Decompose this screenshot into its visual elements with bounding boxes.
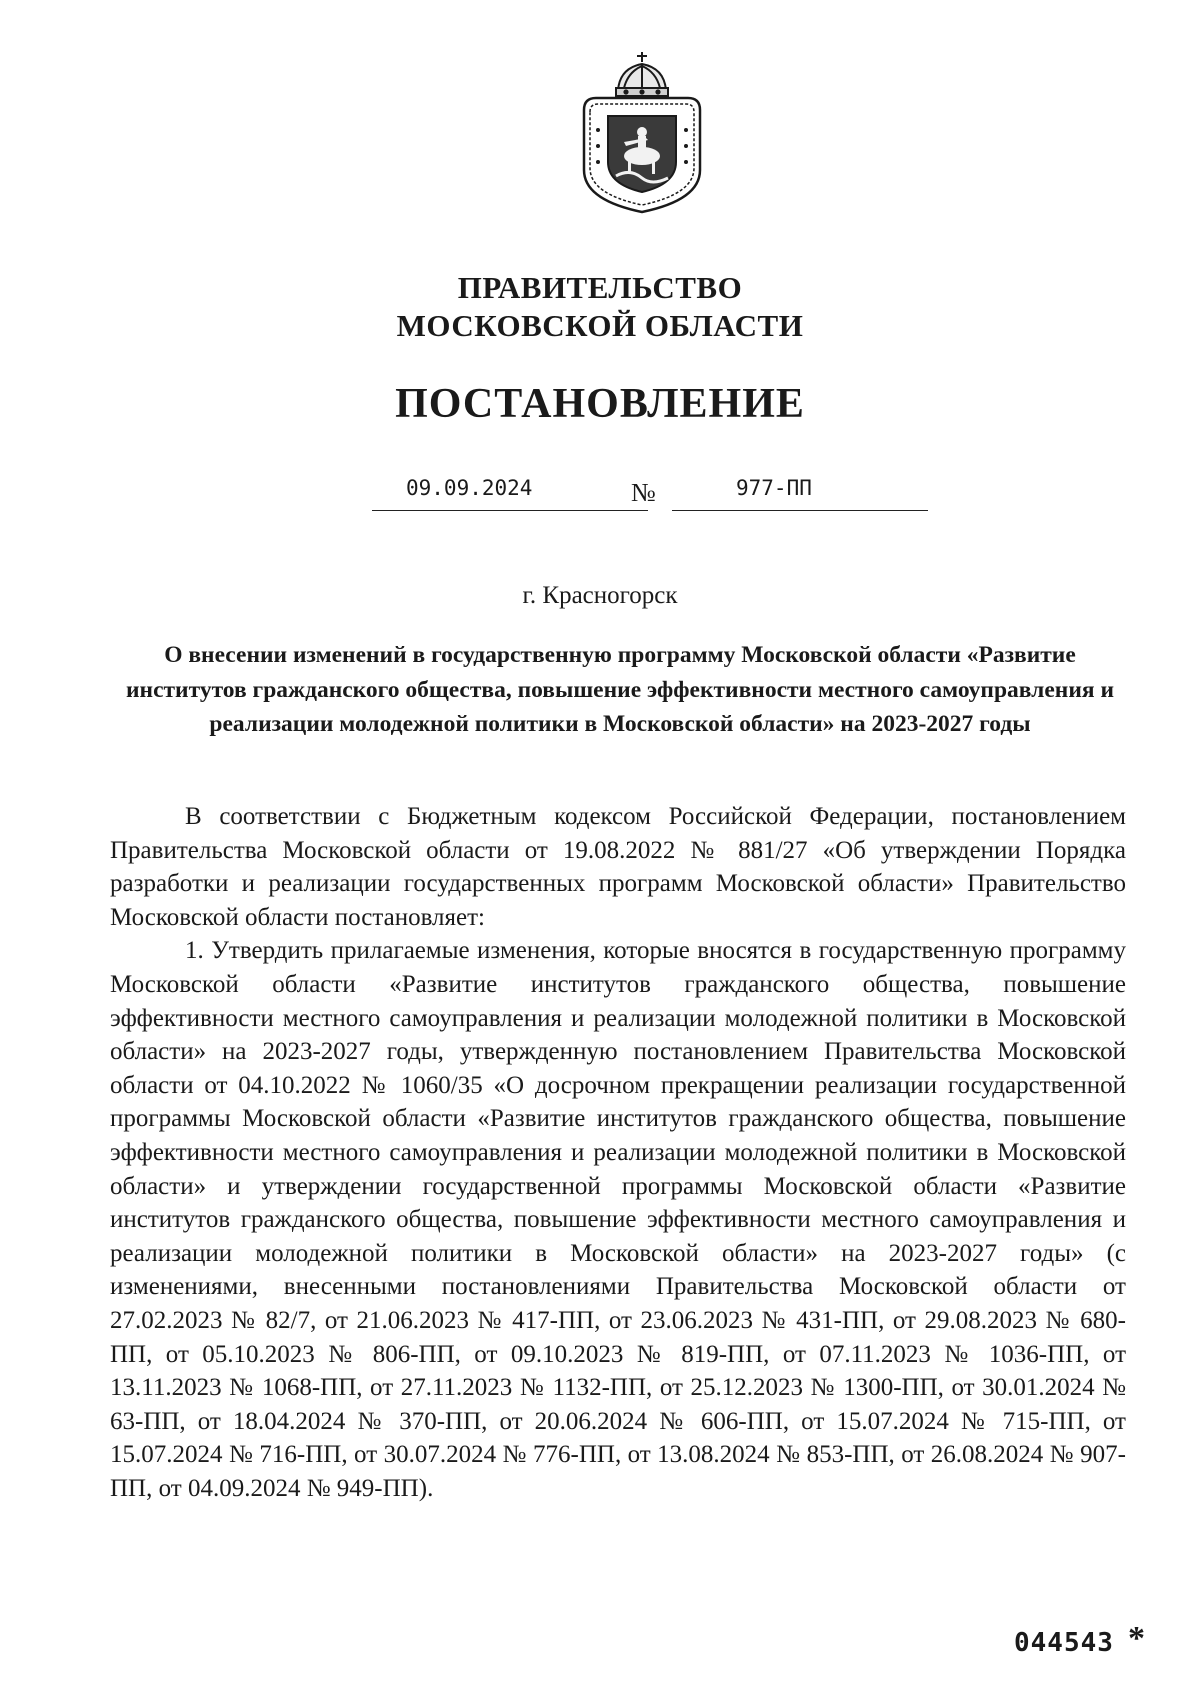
date-field xyxy=(372,470,648,511)
body-paragraph: 1. Утвердить прилагаемые изменения, которые вносятся в государственную программу Московской области «Развитие институтов гражданского общества, повышение эффективности местного самоуправления и реализации молодежной политики в Московской области» на 2023-2027 годы, утвержденную постановлением Правительства Московской области от 04.10.2022 № 1060/35 «О досрочном прекращении реализации государственной программы Московской области «Развитие институтов гражданского общества, повышение эффективности местного самоуправления и реализации молодежной политики в Московской области» и утверждении государственной программы Московской области «Развитие институтов гражданского общества, повышение эффективности местного самоуправления и реализации молодежной политики в Московской области» на 2023-2027 годы» (с изменениями, внесенными постановлениями Правительства Московской области от 27.02.2023 № 82/7, от 21.06.2023 № 417-ПП, от 23.06.2023 № 431-ПП, от 29.08.2023 № 680-ПП, от 05.10.2023 № 806-ПП, от 09.10.2023 № 819-ПП, от 07.11.2023 № 1036-ПП, от 13.11.2023 № 1068-ПП, от 27.11.2023 № 1132-ПП, от 25.12.2023 № 1300-ПП, от 30.01.2024 № 63-ПП, от 18.04.2024 № 370-ПП, от 20.06.2024 № 606-ПП, от 15.07.2024 № 715-ПП, от 15.07.2024 № 716-ПП, от 30.07.2024 № 776-ПП, от 13.08.2024 № 853-ПП, от 26.08.2024 № 907-ПП, от 04.09.2024 № 949-ПП). xyxy=(110,937,1126,1502)
decree-date: 09.09.2024 xyxy=(406,476,533,500)
body-paragraph: В соответствии с Бюджетным кодексом Российской Федерации, постановлением Правительства Московской области от 19.08.2022 № 881/27 «Об утверждении Порядка разработки и реализации государственных программ Московской области» Правительство Московской области постановляет: xyxy=(110,803,1126,931)
asterisk-mark: * xyxy=(1128,1620,1145,1657)
government-name-line2: МОСКОВСКОЙ ОБЛАСТИ xyxy=(396,308,804,343)
decree-title: О внесении изменений в государственную программу Московской области «Развитие институтов гражданского общества, повышение эффективности местного самоуправления и реализации молодежной политики в Московской области» на 2023-2027 годы xyxy=(126,642,1114,737)
number-sign: № xyxy=(631,478,656,507)
decree-number: 977-ПП xyxy=(736,476,812,500)
city-name: г. Красногорск xyxy=(522,582,678,609)
number-field xyxy=(672,470,928,511)
coat-of-arms-emblem xyxy=(580,50,704,214)
government-name-line1: ПРАВИТЕЛЬСТВО xyxy=(457,270,743,305)
document-type-heading: ПОСТАНОВЛЕНИЕ xyxy=(395,381,805,427)
form-serial-number: 044543 xyxy=(1014,1628,1114,1658)
decree-body xyxy=(110,800,1126,1505)
